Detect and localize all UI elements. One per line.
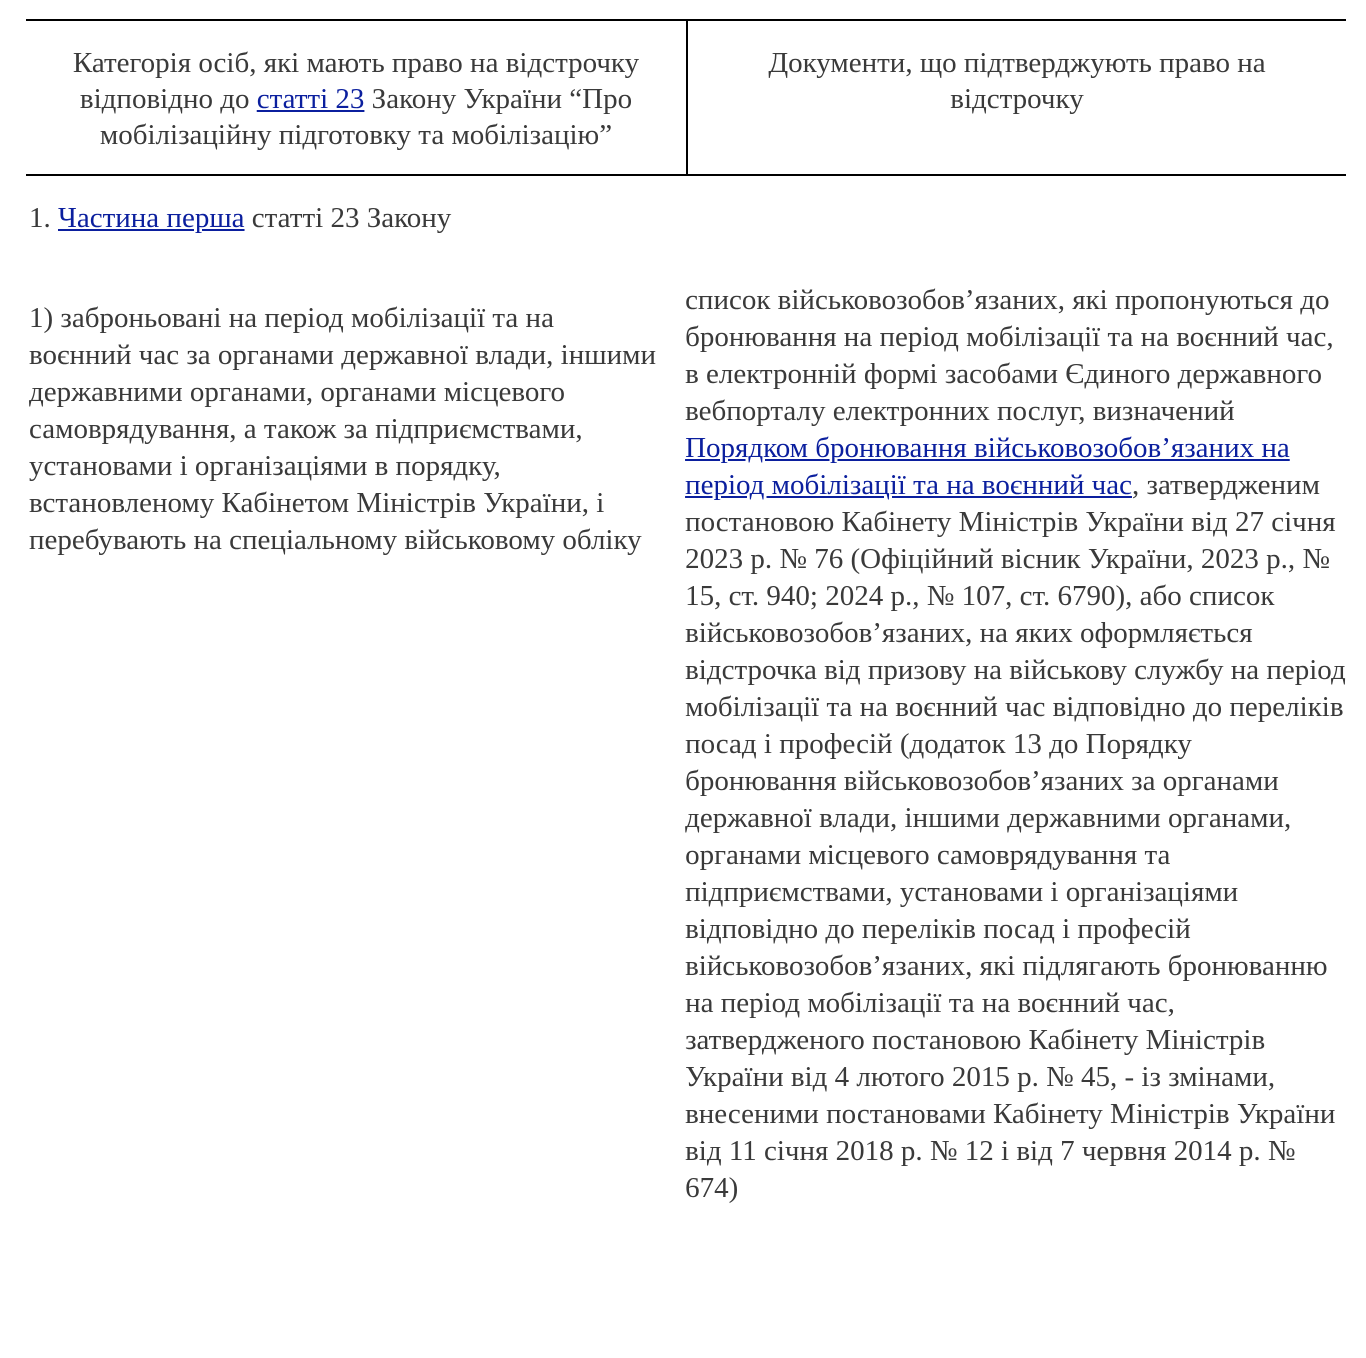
part-one-link[interactable]: Частина перша [58,202,245,234]
header-category-text-prefix: Категорія осіб, які мають право на відстрочку відповідно до [72,47,640,115]
header-category-text-suffix: Закону України “Про мобілізаційну підготовку та мобілізацію” [99,83,633,151]
document [26,19,1346,1204]
section-number: 1. [29,202,58,234]
row-documents-text-suffix: , затвердженим постановою Кабінету Міністрів України від 27 січня 2023 р. № 76 (Офіційний вісник України, 2023 р., № 15, ст. 940; 2024 р., № 107, ст. 6790), або список військовозобов’язаних, на яких оформляється відстрочка від призову на військову службу на період мобілізації та на воєнний час відповідно до переліків посад і професій (додаток 13 до Порядку бронювання військовозобов’язаних за органами державної влади, іншими державними органами, органами місцевого самоврядування та підприємствами, установами і організаціями відповідно до переліків посад і професій військовозобов’язаних, які підлягають бронюванню на період мобілізації та на воєнний час, затвердженого постановою Кабінету Міністрів України від 4 лютого 2015 р. № 45, - із змінами, внесеними постановами Кабінету Міністрів України від 11 січня 2018 р. № 12 і від 7 червня 2014 р. № 674) [685,469,1346,1204]
reservation-procedure-link[interactable]: Порядком бронювання військовозобов’язаних на період мобілізації та на воєнний час [685,432,1290,501]
header-documents-text: Документи, що підтверджують право на відстрочку [768,47,1266,115]
header-category-cell [26,21,688,174]
table-header [26,19,1346,176]
section-suffix: статті 23 Закону [244,202,452,234]
table-row [26,282,1346,1207]
header-documents-cell [688,21,1346,174]
row-documents-cell [685,282,1346,1207]
row-documents-text-prefix: список військовозобов’язаних, які пропонуються до бронювання на період мобілізації та на воєнний час, в електронній формі засобами Єдиного державного вебпорталу електронних послуг, визначений [685,284,1334,427]
section-heading [29,200,451,237]
row-category-text: 1) заброньовані на період мобілізації та на воєнний час за органами державної влади, іншими державними органами, органами місцевого самоврядування, а також за підприємствами, установами і організаціями в порядку, встановленому Кабінетом Міністрів України, і перебувають на спеціальному військовому обліку [29,302,656,556]
row-category-cell [26,282,663,1207]
article-23-link[interactable]: статті 23 [256,83,365,115]
